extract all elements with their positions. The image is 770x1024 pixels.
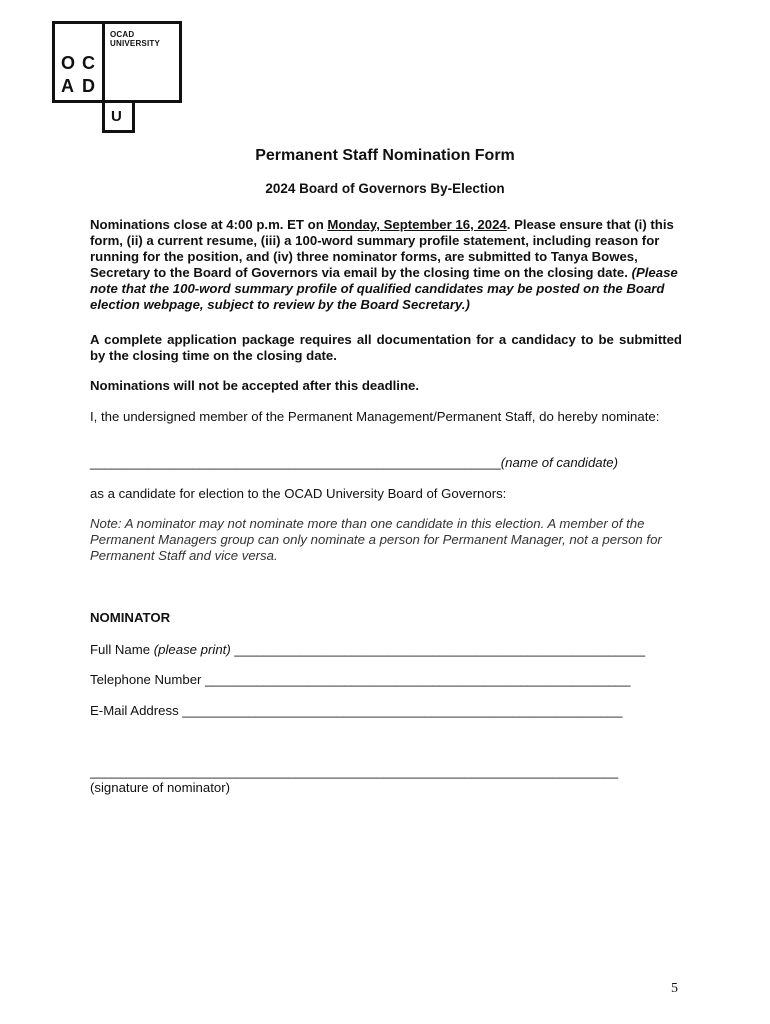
logo-letter-d: D: [82, 76, 95, 96]
logo-letter-u: U: [111, 108, 122, 125]
ocad-university-logo: [52, 21, 182, 133]
telephone-label: Telephone Number: [90, 672, 206, 687]
intro-note: (Please note that the 100-word summary profile of qualified candidates may be posted on the Board election webpage, subject to review by the Board Secretary.): [90, 265, 678, 312]
full-name-field[interactable]: [90, 642, 645, 657]
email-line[interactable]: ____________________________________________________________: [182, 703, 623, 718]
logo-letter-o: O: [61, 53, 76, 73]
nominator-note: Note: A nominator may not nominate more than one candidate in this election. A member of the Permanent Managers group can only nominate a person for Permanent Manager, not a person for Permanent Staff and vice versa.: [90, 516, 662, 563]
signature-label: (signature of nominator): [90, 780, 231, 795]
intro-text-start: Nominations close at 4:00 p.m. ET on: [90, 217, 328, 232]
logo-letter-a: A: [61, 76, 74, 96]
logo-letter-c: C: [82, 53, 95, 73]
nominator-heading: NOMINATOR: [90, 610, 171, 625]
package-paragraph: A complete application package requires all documentation for a candidacy to be submitted by the closing time on the closing date.: [90, 332, 682, 363]
form-title: Permanent Staff Nomination Form: [255, 147, 515, 164]
deadline-notice: Nominations will not be accepted after this deadline.: [90, 378, 420, 393]
intro-paragraph: [90, 217, 682, 313]
logo-wordmark-line1: OCAD: [110, 30, 135, 39]
candidate-for-text: as a candidate for election to the OCAD University Board of Governors:: [90, 486, 507, 501]
email-label: E-Mail Address: [90, 703, 183, 718]
email-field[interactable]: [90, 703, 622, 718]
candidate-name-line[interactable]: ________________________________________________________: [90, 455, 501, 470]
full-name-line[interactable]: ________________________________________________________: [230, 642, 646, 657]
intro-text-body: . Please ensure that (i) this form, (ii) a current resume, (iii) a 100-word summary profile statement, including reason for running for the position, and (iv) three nominator forms, are submitted to Tanya Bowes, Secretary to the Board of Governors via email by the closing time on the closing date.: [90, 217, 674, 280]
page-number: 5: [671, 981, 678, 996]
telephone-line[interactable]: __________________________________________________________: [205, 672, 631, 687]
closing-date: Monday, September 16, 2024: [327, 217, 507, 232]
full-name-hint: (please print): [153, 642, 231, 657]
candidate-name-label: (name of candidate): [500, 455, 619, 470]
nominate-statement: I, the undersigned member of the Permanent Management/Permanent Staff, do hereby nominate:: [90, 409, 660, 424]
telephone-field[interactable]: [90, 672, 630, 687]
candidate-name-field[interactable]: [90, 455, 682, 471]
form-subtitle: 2024 Board of Governors By-Election: [265, 181, 505, 196]
full-name-label: Full Name: [90, 642, 154, 657]
logo-wordmark-line2: UNIVERSITY: [110, 39, 161, 48]
signature-line[interactable]: ________________________________________________________________________: [90, 764, 619, 779]
